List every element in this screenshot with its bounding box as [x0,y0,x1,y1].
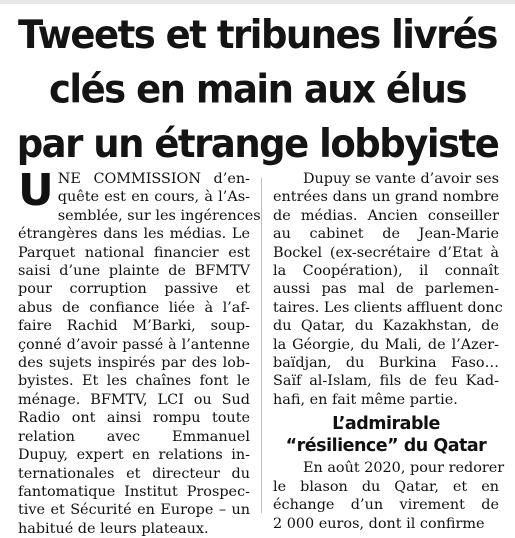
text-line: 2 000 euros, dont il confirme [273,515,485,532]
text-line: habitué de leurs plateaux. [18,520,209,537]
headline-line-3: par un étrange lobbyiste [16,121,499,167]
text-line: fantomatique Institut Prospec- [18,483,250,500]
text-line: çonné d’avoir passé à l’antenne [18,336,250,353]
dropcap: U [18,165,54,216]
text-line: hafi, en fait même partie. [273,391,458,408]
right-column [273,170,505,533]
text-line: le blason du Qatar, et en [273,478,499,495]
headline-line-2: clés en main aux élus [48,66,467,112]
top-rule [0,0,515,4]
text-line: baïdjan, du Burkina Faso… [273,355,499,372]
text-line: En août 2020, pour redorer [303,460,505,477]
subhead-line-1: L’admirable [332,414,440,435]
text-line: aussi pas mal de parlemen- [273,281,499,298]
text-line: la Géorgie, du Mali, de l’Azer- [273,336,499,353]
text-line: saisi d’une plainte de BFMTV [18,263,250,280]
text-line: Radio ont ainsi rompu toute [18,410,250,427]
text-line: étrangères dans les médias. Le [18,226,250,243]
subhead [273,413,499,457]
text-line: du Qatar, du Kazakhstan, de [273,318,499,335]
text-line: Saïf al-Islam, fils de feu Kad- [273,373,499,390]
text-line: ternationales et directeur du [18,465,250,482]
left-column [18,165,261,538]
text-line: Bockel (ex-secrétaire d’Etat à [273,244,499,261]
text-line: relation avec Emmanuel [18,428,250,445]
text-line: échange d’un virement de [273,497,499,514]
headline [0,8,515,172]
text-line: Dupuy, expert en relations in- [18,447,250,464]
left-column-text [18,165,261,538]
column-divider [261,178,262,513]
text-line: Parquet national financier est [18,244,250,261]
text-line: ménage. BFMTV, LCI ou Sud [18,391,250,408]
text-line: byistes. Et les chaînes font le [18,373,250,390]
text-line: tive et Sécurité en Europe – un [18,502,250,519]
headline-line-1: Tweets et tribunes livrés [18,12,497,58]
text-line: la Coopération), il connaît [273,263,499,280]
text-line: faire Rachid M’Barki, soup- [18,318,250,335]
text-line: semblée, sur les ingérences [57,207,261,224]
text-line: entrées dans un grand nombre [273,189,499,206]
text-line: quête est en cours, à l’As- [57,189,250,206]
text-line: de médias. Ancien conseiller [273,207,499,224]
right-column-text-top [273,170,503,409]
subhead-line-2: “résilience” du Qatar [285,436,487,457]
right-column-text-bottom [273,459,505,533]
text-line: Dupuy se vante d’avoir ses [303,171,499,187]
text-line: pour corruption passive et [18,281,250,298]
text-line: des sujets inspirés par des lob- [18,355,250,372]
text-line: abus de confiance liée à l’af- [18,299,250,316]
text-line: au cabinet de Jean-Marie [273,226,499,243]
text-line: taires. Les clients affluent donc [273,299,503,316]
text-line: NE COMMISSION d’en- [57,171,250,187]
